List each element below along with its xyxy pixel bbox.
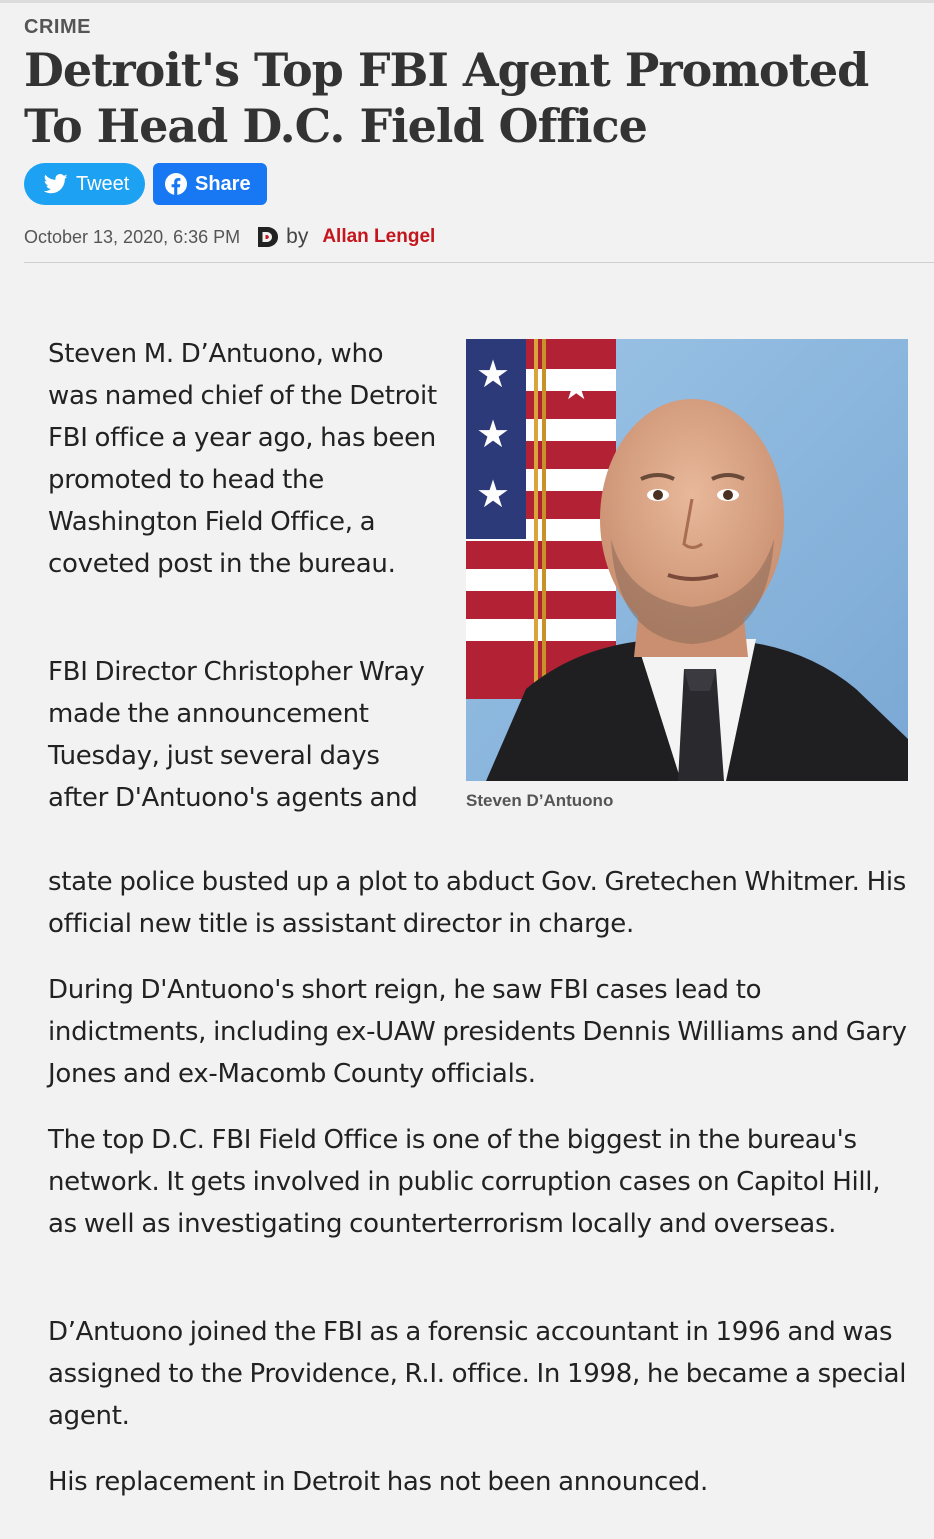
- paragraph-1: Steven M. D’Antuono, who was named chief of the Detroit FBI office a year ago, has been promoted to head the Washington Field Office, a coveted post in the bureau.: [48, 339, 437, 579]
- paragraph-5: D’Antuono joined the FBI as a forensic accountant in 1996 and was assigned to the Providence, R.I. office. In 1998, he became a special agent.: [48, 1317, 907, 1431]
- paragraph-2-top: FBI Director Christopher Wray made the announcement Tuesday, just several days after D'Antuono's agents and: [48, 657, 425, 813]
- top-border: [0, 0, 934, 3]
- svg-text:★: ★: [476, 352, 511, 396]
- paragraph-3: During D'Antuono's short reign, he saw FBI cases lead to indictments, including ex-UAW presidents Dennis Williams and Gary Jones and ex-Macomb County officials.: [48, 975, 907, 1089]
- byline: [24, 222, 435, 252]
- paragraph-4: The top D.C. FBI Field Office is one of the biggest in the bureau's network. It gets involved in public corruption cases on Capitol Hill, as well as investigating counterterrorism locally and overseas.: [48, 1125, 881, 1239]
- publish-date: October 13, 2020, 6:36 PM: [24, 226, 241, 247]
- svg-text:★: ★: [561, 368, 592, 408]
- by-label: by: [286, 225, 309, 248]
- article-figure: [466, 339, 908, 811]
- facebook-icon: [165, 173, 187, 195]
- twitter-bird-icon: [44, 174, 68, 194]
- header-divider: [24, 262, 934, 263]
- svg-text:★: ★: [476, 472, 511, 516]
- paragraph-6: His replacement in Detroit has not been announced.: [48, 1467, 708, 1497]
- svg-text:★: ★: [476, 412, 511, 456]
- deadline-detroit-logo-icon: [256, 226, 280, 248]
- tweet-button[interactable]: [24, 163, 145, 205]
- article-headline: Detroit's Top FBI Agent Promoted To Head D.C. Field Office: [24, 43, 869, 153]
- tweet-label: Tweet: [76, 172, 130, 195]
- portrait-photo: [466, 339, 908, 781]
- american-flag: [466, 339, 616, 699]
- paragraph-2-bottom: state police busted up a plot to abduct Gov. Gretechen Whitmer. His official new title is assistant director in charge.: [48, 867, 907, 939]
- share-label: Share: [195, 172, 251, 195]
- photo-caption: Steven D’Antuono: [466, 791, 614, 810]
- facebook-share-button[interactable]: [153, 163, 267, 205]
- category-label[interactable]: CRIME: [24, 16, 91, 38]
- author-link[interactable]: Allan Lengel: [322, 226, 436, 247]
